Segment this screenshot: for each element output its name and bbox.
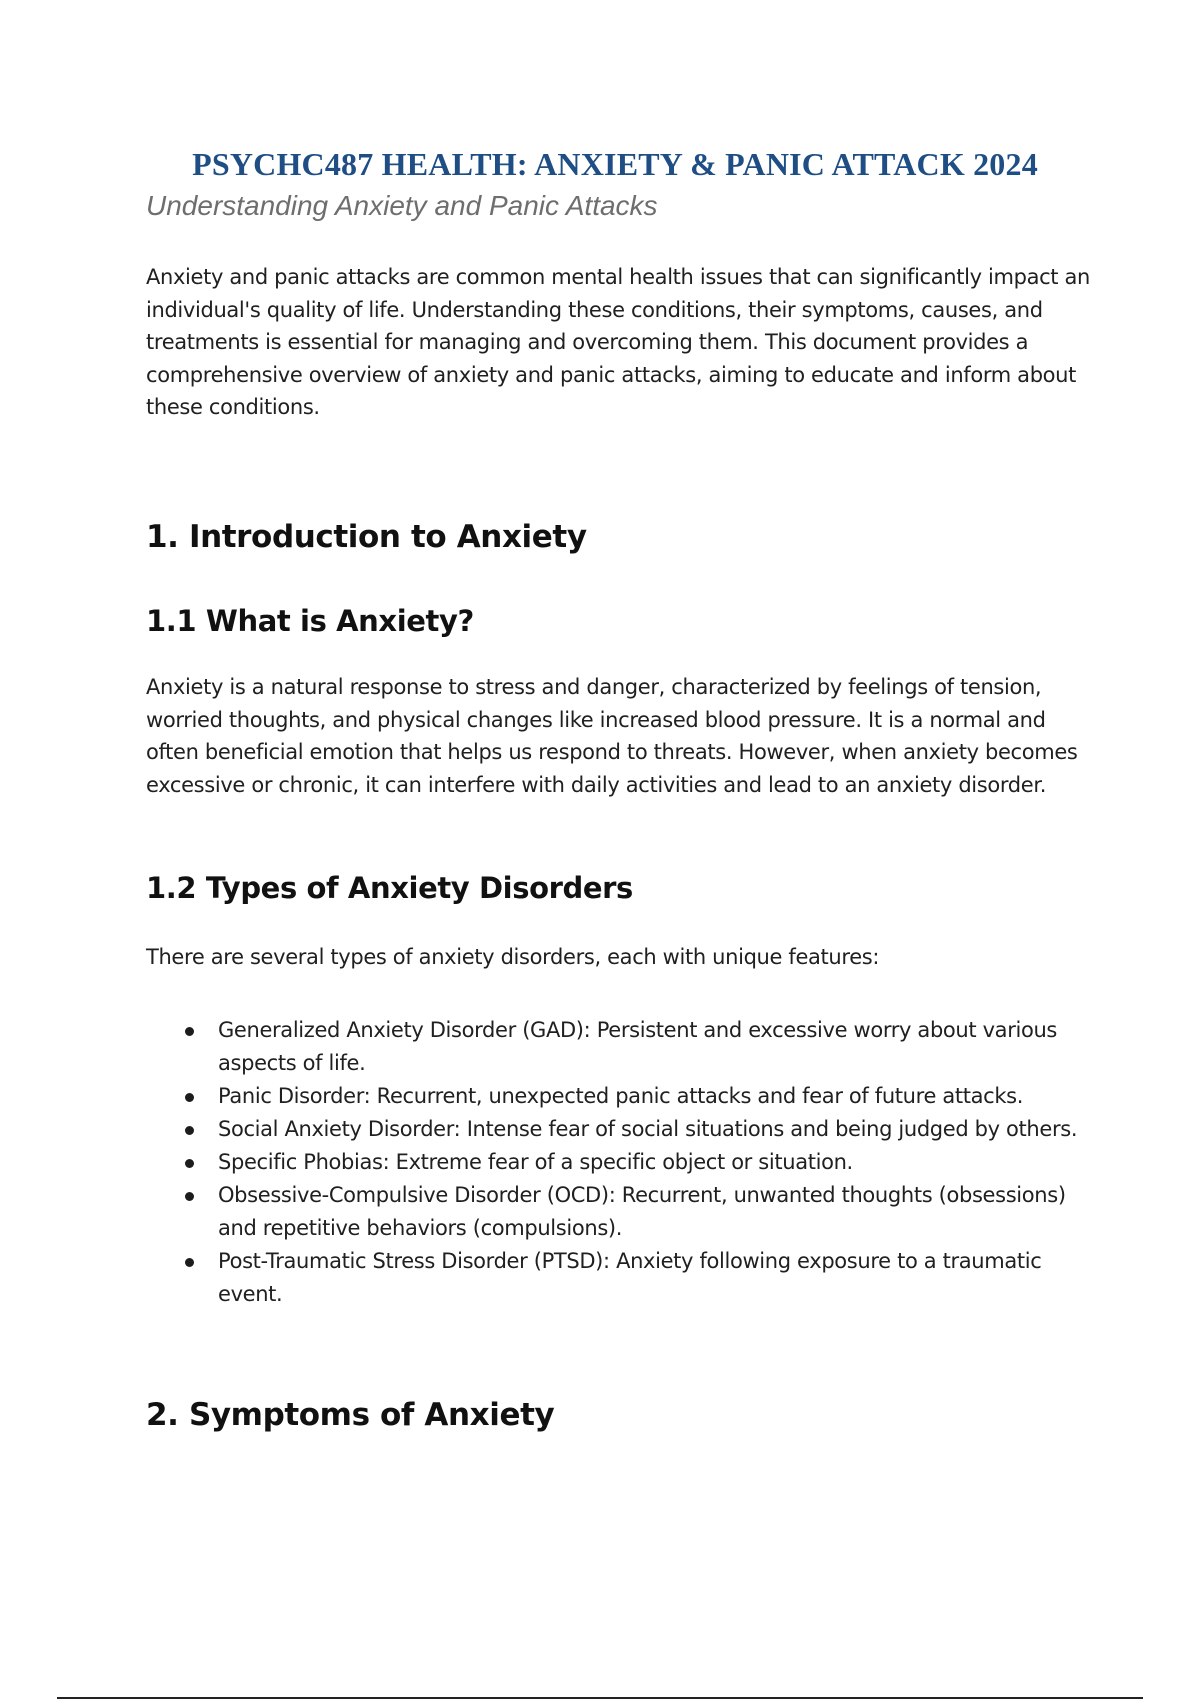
- section-1-heading: 1. Introduction to Anxiety: [146, 519, 587, 555]
- section-2-heading: 2. Symptoms of Anxiety: [146, 1397, 555, 1433]
- section-1-1-heading: 1.1 What is Anxiety?: [146, 604, 474, 638]
- document-subtitle: Understanding Anxiety and Panic Attacks: [146, 190, 658, 221]
- list-item: [146, 1179, 1091, 1245]
- section-1-1-paragraph: Anxiety is a natural response to stress and danger, characterized by feelings of tension, worried thoughts, and physical changes like increased blood pressure. It is a normal and often beneficial emotion that helps us respond to threats. However, when anxiety becomes excessive or chronic, it can interfere with daily activities and lead to an anxiety disorder.: [146, 675, 1078, 797]
- bullet-icon: [185, 1027, 194, 1036]
- list-item: [146, 1014, 1091, 1080]
- list-item-text: Panic Disorder: Recurrent, unexpected panic attacks and fear of future attacks.: [218, 1084, 1024, 1108]
- list-item-text: Social Anxiety Disorder: Intense fear of social situations and being judged by others.: [218, 1117, 1078, 1141]
- bullet-icon: [185, 1093, 194, 1102]
- section-1-2-heading: 1.2 Types of Anxiety Disorders: [146, 871, 633, 905]
- list-item: [146, 1113, 1091, 1146]
- section-1-2-intro: There are several types of anxiety disorders, each with unique features:: [146, 945, 880, 969]
- bullet-icon: [185, 1258, 194, 1267]
- bullet-icon: [185, 1159, 194, 1168]
- bullet-icon: [185, 1126, 194, 1135]
- list-item-text: Generalized Anxiety Disorder (GAD): Persistent and excessive worry about various aspects of life.: [218, 1018, 1058, 1075]
- bullet-icon: [185, 1192, 194, 1201]
- list-item: [146, 1146, 1091, 1179]
- list-item-text: Post-Traumatic Stress Disorder (PTSD): Anxiety following exposure to a traumatic event.: [218, 1249, 1042, 1306]
- list-item-text: Obsessive-Compulsive Disorder (OCD): Recurrent, unwanted thoughts (obsessions) and repetitive behaviors (compulsions).: [218, 1183, 1066, 1240]
- anxiety-disorder-list: [146, 1014, 1091, 1311]
- list-item: [146, 1080, 1091, 1113]
- intro-paragraph: Anxiety and panic attacks are common mental health issues that can significantly impact an individual's quality of life. Understanding these conditions, their symptoms, causes, and treatments is essential for managing and overcoming them. This document provides a comprehensive overview of anxiety and panic attacks, aiming to educate and inform about these conditions.: [146, 265, 1090, 419]
- list-item: [146, 1245, 1091, 1311]
- document-title: PSYCHC487 HEALTH: ANXIETY & PANIC ATTACK 2024: [192, 146, 1038, 182]
- list-item-text: Specific Phobias: Extreme fear of a specific object or situation.: [218, 1150, 853, 1174]
- page-bottom-rule: [57, 1697, 1143, 1699]
